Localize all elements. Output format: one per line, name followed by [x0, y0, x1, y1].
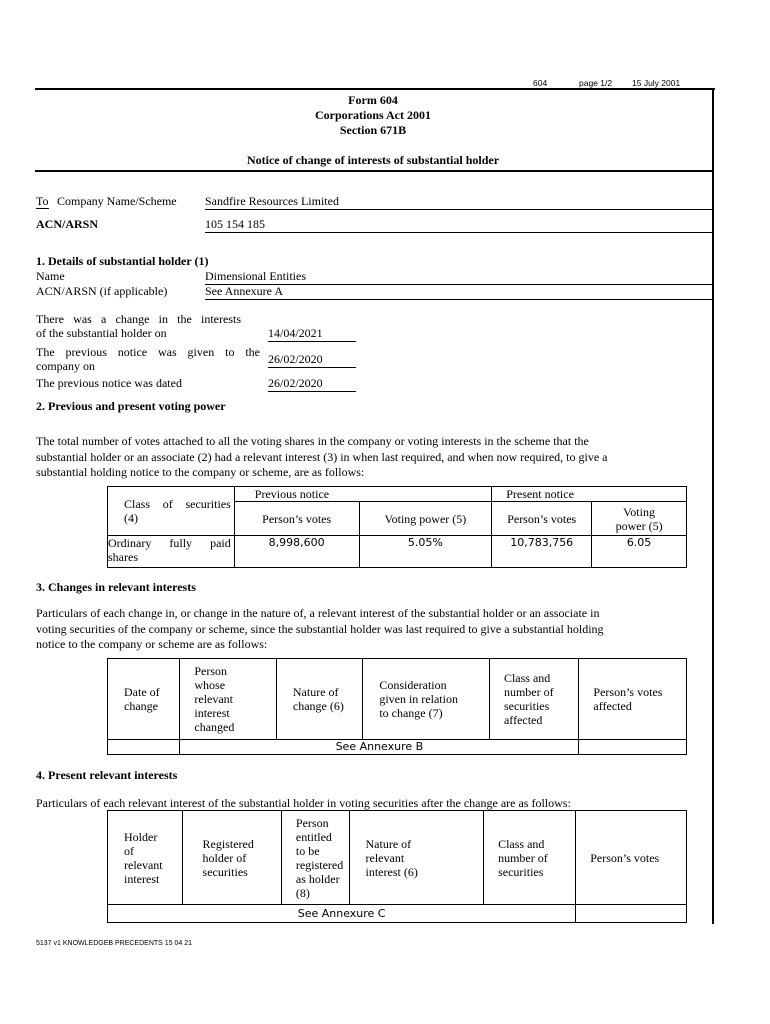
notice-title: Notice of change of interests of substantial holder [246, 153, 500, 167]
change-label-2: of the substantial holder on [36, 326, 167, 340]
persons-votes-header: Person’s votes [576, 811, 687, 905]
table-row [108, 536, 687, 568]
acn-value: 105 154 185 [205, 217, 713, 233]
pres-persons-votes-header: Person’s votes [492, 502, 592, 536]
act-title: Corporations Act 2001 [315, 108, 431, 122]
change-date: 14/04/2021 [268, 326, 356, 342]
row-class: Ordinary fully paid shares [108, 536, 235, 568]
changes-table [107, 658, 687, 755]
class-securities-header: Class and number of securities [484, 811, 576, 905]
prev-voting-power-header: Voting power (5) [359, 502, 492, 536]
section3-para-2: voting securities of the company or scheme, since the substantial holder was last required to give a substantial holding [36, 622, 604, 636]
holder-acn-label: ACN/ARSN (if applicable) [36, 284, 168, 298]
table-row [108, 905, 687, 923]
prev-votes-value: 8,998,600 [234, 536, 359, 568]
form-title: Form 604 [348, 93, 398, 107]
prev-power-value: 5.05% [359, 536, 492, 568]
class-header: Class of securities (4) [108, 487, 235, 536]
prev-dated-date: 26/02/2020 [268, 376, 356, 392]
section2-heading: 2. Previous and present voting power [36, 399, 226, 413]
to-label: To [36, 194, 49, 208]
previous-notice-header: Previous notice [234, 487, 491, 502]
section3-para-1: Particulars of each change in, or change in the nature of, a relevant interest of the substantial holder or an associate in [36, 606, 600, 620]
acn-label: ACN/ARSN [36, 217, 99, 231]
date-change-header: Date of change [108, 659, 180, 740]
section1-heading: 1. Details of substantial holder (1) [36, 254, 209, 268]
votes-affected-header: Person’s votes affected [579, 659, 687, 740]
section4-para-1: Particulars of each relevant interest of the substantial holder in voting securities after the change are as follows: [36, 796, 571, 810]
annexure-c: See Annexure C [108, 905, 576, 923]
nature-interest-header: Nature of relevant interest (6) [349, 811, 484, 905]
registered-holder-header: Registered holder of securities [182, 811, 281, 905]
pres-power-value: 6.05 [592, 536, 687, 568]
prev-given-label-2: company on [36, 359, 95, 373]
section2-para-3: substantial holding notice to the company or scheme, are as follows: [36, 465, 365, 479]
prev-persons-votes-header: Person’s votes [234, 502, 359, 536]
holder-acn-value: See Annexure A [205, 284, 713, 300]
company-label: Company Name/Scheme [57, 194, 177, 208]
holder-name-label: Name [36, 269, 65, 283]
prev-dated-label: The previous notice was dated [36, 376, 182, 390]
person-changed-header: Person whose relevant interest changed [180, 659, 277, 740]
section2-para-2: substantial holder or an associate (2) had a relevant interest (3) in when last required, and when now required, to give a [36, 450, 608, 464]
form-date: 15 July 2001 [632, 78, 681, 88]
prev-given-date: 26/02/2020 [268, 352, 356, 368]
section2-para-1: The total number of votes attached to all the voting shares in the company or voting interests in the scheme that the [36, 434, 589, 448]
present-interests-table [107, 810, 687, 923]
consideration-header: Consideration given in relation to change (7) [363, 659, 490, 740]
present-notice-header: Present notice [492, 487, 687, 502]
class-number-header: Class and number of securities affected [489, 659, 578, 740]
company-value: Sandfire Resources Limited [205, 194, 713, 210]
top-rule [35, 88, 715, 90]
pres-votes-value: 10,783,756 [492, 536, 592, 568]
section-title: Section 671B [339, 123, 407, 137]
entitled-person-header: Person entitled to be registered as holder (8) [281, 811, 349, 905]
section3-heading: 3. Changes in relevant interests [36, 580, 196, 594]
nature-change-header: Nature of change (6) [276, 659, 362, 740]
table-row [108, 740, 687, 755]
holder-name-value: Dimensional Entities [205, 269, 713, 285]
title-rule [35, 170, 714, 172]
form-number: 604 [533, 78, 548, 88]
section4-heading: 4. Present relevant interests [36, 768, 178, 782]
footer-reference: 5137 v1 KNOWLEDGEB PRECEDENTS 15 04 21 [36, 940, 193, 947]
section3-para-3: notice to the company or scheme are as follows: [36, 637, 268, 651]
annexure-b: See Annexure B [180, 740, 579, 755]
holder-header: Holder of relevant interest [108, 811, 183, 905]
right-rule [712, 88, 714, 924]
prev-given-label-1: The previous notice was given to the [36, 345, 260, 359]
change-label-1: There was a change in the interests [36, 312, 241, 326]
voting-power-table [107, 486, 687, 568]
page-indicator: page 1/2 [579, 78, 613, 88]
pres-voting-power-header: Voting power (5) [592, 502, 687, 536]
